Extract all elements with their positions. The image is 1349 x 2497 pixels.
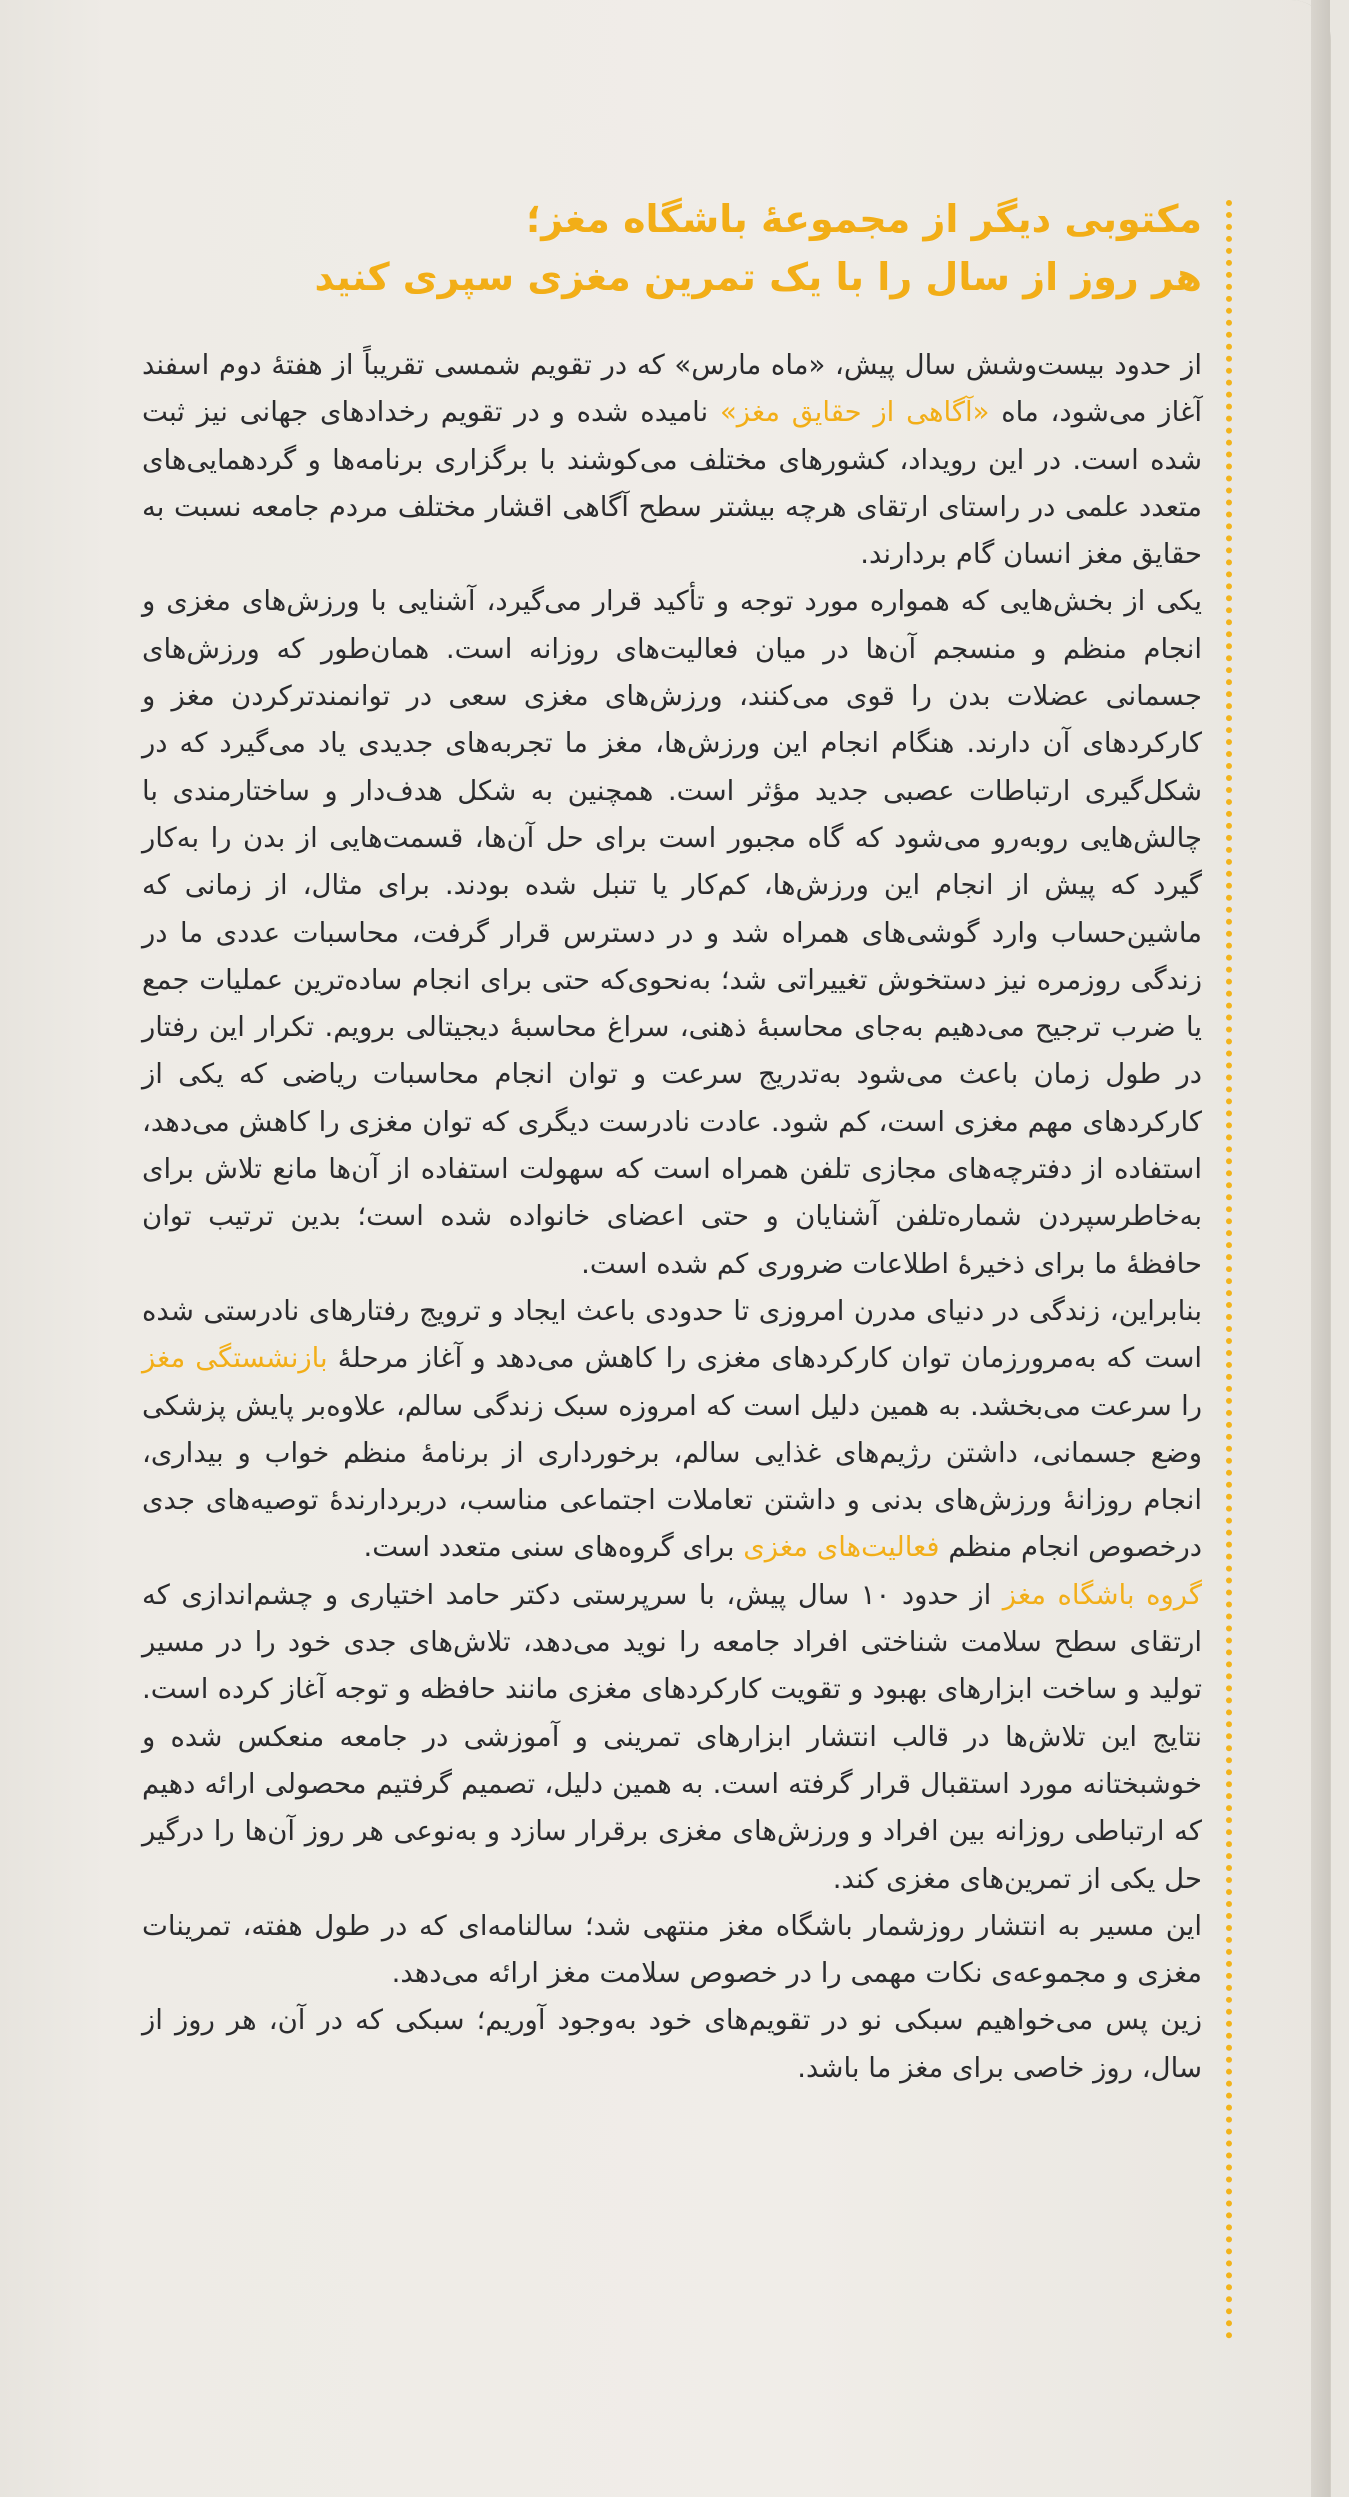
header-line-2: هر روز از سال را با یک تمرین مغزی سپری کنید (314, 255, 1202, 299)
paragraph-1: از حدود بیست‌وشش سال پیش، «ماه مارس» که در تقویم شمسی تقریباً از هفتهٔ دوم اسفند آغاز می‌شود، ماه «آگاهی از حقایق مغز» نامیده شده و در تقویم رخدادهای جهانی نیز ثبت شده است. در این رویداد، کشورهای مختلف می‌کوشند با برگزاری برنامه‌ها و گردهمایی‌های متعدد علمی در راستای ارتقای هرچه بیشتر سطح آگاهی اقشار مختلف مردم جامعه نسبت به حقایق مغز انسان گام بردارند. (142, 349, 1202, 571)
highlight-brain-facts: «آگاهی از حقایق مغز» (719, 396, 990, 429)
highlight-brain-activities: فعالیت‌های مغزی (743, 1531, 940, 1564)
paragraph-6: زین پس می‌خواهیم سبکی نو در تقویم‌های خود به‌وجود آوریم؛ سبکی که در آن، هر روز از سال، روز خاصی برای مغز ما باشد. (142, 2004, 1202, 2084)
article-header (152, 190, 1202, 306)
paragraph-2: یکی از بخش‌هایی که همواره مورد توجه و تأکید قرار می‌گیرد، آشنایی با ورزش‌های مغزی و انجام منظم و منسجم آن‌ها در میان فعالیت‌های روزانه است. همان‌طور که ورزش‌های جسمانی عضلات بدن را قوی می‌کنند، ورزش‌های مغزی سعی در توانمندترکردن مغز و کارکردهای آن دارند. هنگام انجام این ورزش‌ها، مغز ما تجربه‌های جدیدی یاد می‌گیرد که در شکل‌گیری ارتباطات عصبی جدید مؤثر است. همچنین به شکل هدف‌دار و ساختارمندی با چالش‌هایی روبه‌رو می‌شود که گاه مجبور است برای حل آن‌ها، قسمت‌هایی از بدن را به‌کار گیرد که پیش از انجام این ورزش‌ها، کم‌کار یا تنبل شده بودند. برای مثال، از زمانی که ماشین‌حساب وارد گوشی‌های همراه شد و در دسترس قرار گرفت، محاسبات عددی ما در زندگی روزمره نیز دستخوش تغییراتی شد؛ به‌نحوی‌که حتی برای انجام ساده‌ترین عملیات جمع یا ضرب ترجیح می‌دهیم به‌جای محاسبهٔ ذهنی، سراغ محاسبهٔ دیجیتالی برویم. تکرار این رفتار در طول زمان باعث می‌شود به‌تدریج سرعت و توان انجام محاسبات ریاضی که یکی از کارکردهای مهم مغزی است، کم شود. عادت نادرست دیگری که توان مغزی را کاهش می‌دهد، استفاده از دفترچه‌های مجازی تلفن همراه است که سهولت استفاده از آن‌ها مانع تلاش برای به‌خاطرسپردن شماره‌تلفن آشنایان و حتی اعضای خانواده شده است؛ بدین ترتیب توان حافظهٔ ما برای ذخیرهٔ اطلاعات ضروری کم شده است. (142, 585, 1202, 1280)
page-edge (1311, 0, 1330, 2497)
paragraph-3: بنابراین، زندگی در دنیای مدرن امروزی تا حدودی باعث ایجاد و ترویج رفتارهای نادرستی شده است که به‌مرورزمان توان کارکردهای مغزی را کاهش می‌دهد و آغاز مرحلهٔ بازنشستگی مغز را سرعت می‌بخشد. به همین دلیل است که امروزه سبک زندگی سالم، علاوه‌بر پایش پزشکی وضع جسمانی، داشتن رژیم‌های غذایی سالم، برخورداری از برنامهٔ منظم خواب و بیداری، انجام روزانهٔ ورزش‌های بدنی و داشتن تعاملات اجتماعی مناسب، دربردارندهٔ توصیه‌های جدی درخصوص انجام منظم فعالیت‌های مغزی برای گروه‌های سنی متعدد است. (142, 1294, 1203, 1564)
article-body (142, 342, 1202, 2092)
highlight-brain-club-group: گروه باشگاه مغز (1002, 1578, 1203, 1611)
header-line-1: مکتوبی دیگر از مجموعهٔ باشگاه مغز؛ (526, 197, 1202, 241)
highlight-brain-retirement: بازنشستگی مغز (142, 1342, 328, 1375)
dotted-margin-rule (1226, 200, 1232, 2340)
paragraph-5: این مسیر به انتشار روزشمار باشگاه مغز منتهی شد؛ سالنامه‌ای که در طول هفته، تمرینات مغزی و مجموعه‌ی نکات مهمی را در خصوص سلامت مغز ارائه می‌دهد. (142, 1909, 1202, 1990)
paragraph-4: گروه باشگاه مغز از حدود ۱۰ سال پیش، با سرپرستی دکتر حامد اختیاری و چشم‌اندازی که ارتقای سطح سلامت شناختی افراد جامعه را نوید می‌دهد، تلاش‌های جدی خود را در مسیر تولید و ساخت ابزارهای بهبود و تقویت کارکردهای مغزی مانند حافظه و توجه آغاز کرده است. نتایج این تلاش‌ها در قالب انتشار ابزارهای تمرینی و آموزشی در جامعه منعکس شده و خوشبختانه مورد استقبال قرار گرفته است. به همین دلیل، تصمیم گرفتیم محصولی ارائه دهیم که ارتباطی روزانه بین افراد و ورزش‌های مغزی برقرار سازد و به‌نوعی هر روز آن‌ها را درگیر حل یکی از تمرین‌های مغزی کند. (142, 1578, 1203, 1895)
